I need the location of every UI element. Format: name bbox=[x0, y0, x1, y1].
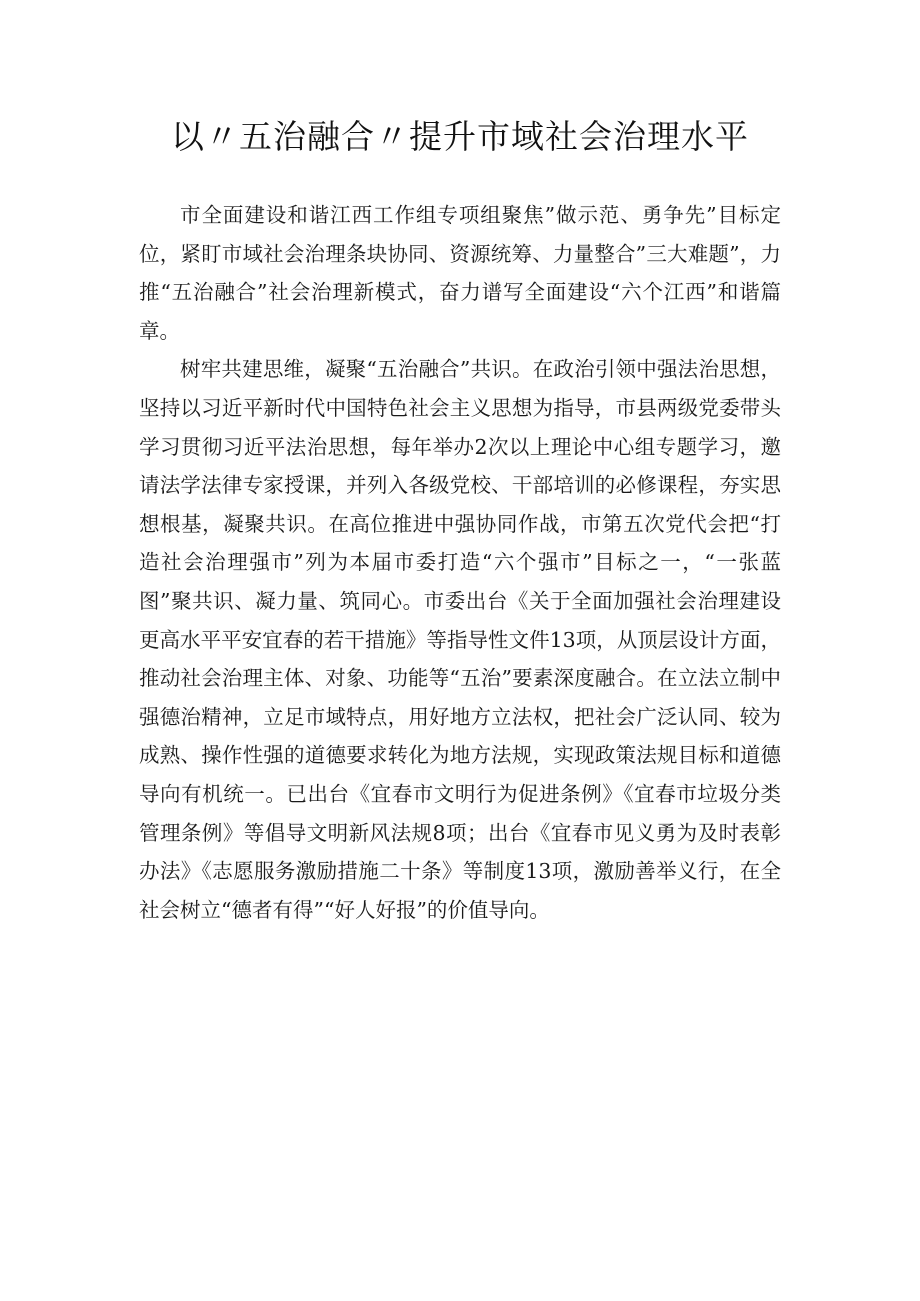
document-body bbox=[139, 196, 781, 929]
document-title: 以〃五治融合〃提升市域社会治理水平 bbox=[171, 117, 749, 156]
paragraph-intro: 市全面建设和谐江西工作组专项组聚焦”做示范、勇争先”目标定位，紧盯市域社会治理条块协同、资源统筹、力量整合”三大难题”，力推“五治融合”社会治理新模式，奋力谱写全面建设“六个江西”和谐篇章。 bbox=[139, 203, 781, 343]
paragraph-consensus: 树牢共建思维，凝聚“五治融合”共识。在政治引领中强法治思想，坚持以习近平新时代中国特色社会主义思想为指导，市县两级党委带头学习贯彻习近平法治思想，每年举办2次以上理论中心组专题学习，邀请法学法律专家授课，并列入各级党校、干部培训的必修课程，夯实思想根基，凝聚共识。在高位推进中强协同作战，市第五次党代会把“打造社会治理强市”列为本届市委打造“六个强市”目标之一，“一张蓝图”聚共识、凝力量、筑同心。市委出台《关于全面加强社会治理建设更高水平平安宜春的若干措施》等指导性文件13项，从顶层设计方面，推动社会治理主体、对象、功能等“五治”要素深度融合。在立法立制中强德治精神，立足市域特点，用好地方立法权，把社会广泛认同、较为成熟、操作性强的道德要求转化为地方法规，实现政策法规目标和道德导向有机统一。已出台《宜春市文明行为促进条例》《宜春市垃圾分类管理条例》等倡导文明新风法规8项；出台《宜春市见义勇为及时表彰办法》《志愿服务激励措施二十条》等制度13项，激励善举义行，在全社会树立“德者有得”“好人好报”的价值导向。 bbox=[139, 357, 781, 922]
